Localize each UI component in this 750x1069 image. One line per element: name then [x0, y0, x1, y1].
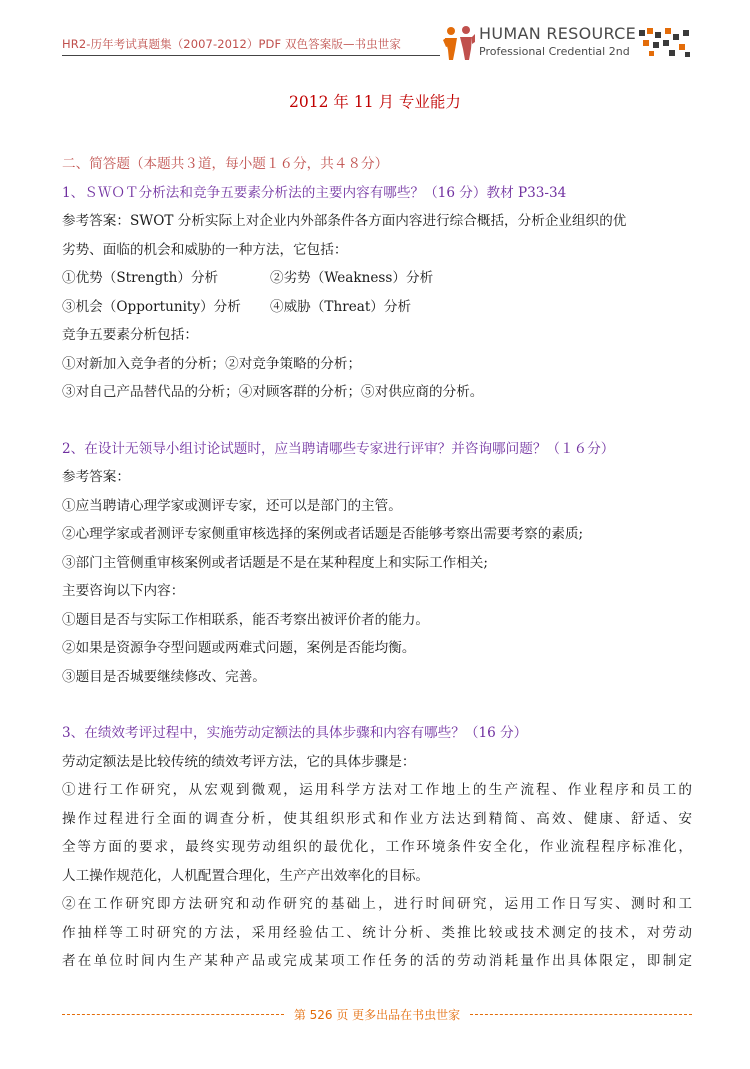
q3-step-line: 全等方面的要求，最终实现劳动组织的最优化，工作环境条件安全化，作业流程程序标准化，	[62, 839, 692, 855]
question-1: 1、ＳＷＯＴ分析法和竞争五要素分析法的主要内容有哪些？（16 分）教材 P33-34	[62, 184, 567, 201]
q3-step-line: 作抽样等工时研究的方法，采用经验估工、统计分析、类推比较或技术测定的技术，对劳动	[62, 924, 692, 941]
header-source-text: HR2-历年考试真题集（2007-2012）PDF 双色答案版—书虫世家	[62, 37, 401, 51]
footer-page-text: 第 526 页 更多出品在书虫世家	[293, 1007, 461, 1022]
q1-five-forces-intro: 竞争五要素分析包括：	[62, 327, 198, 343]
people-figures-icon	[443, 26, 475, 60]
q2-consult-line: ③题目是否城要继续修改、完善。	[62, 668, 266, 685]
q1-answer-line: 参考答案：SWOT 分析实际上对企业内外部条件各方面内容进行综合概括，分析企业组织的优	[62, 213, 627, 229]
q3-step-line: ①进行工作研究，从宏观到微观，运用科学方法对工作地上的生产流程、作业程序和员工的	[62, 782, 692, 798]
question-2: 2、在设计无领导小组讨论试题时，应当聘请哪些专家进行评审？并咨询哪问题？（１６分）	[62, 440, 615, 457]
footer-divider-right	[470, 1014, 692, 1015]
q3-step-line: ②在工作研究即方法研究和动作研究的基础上，进行时间研究，运用工作日写实、测时和工	[62, 896, 692, 912]
q2-answer-label: 参考答案：	[62, 469, 130, 485]
footer-divider-left	[62, 1014, 284, 1015]
q2-answer-line: ①应当聘请心理学家或测评专家，还可以是部门的主管。	[62, 497, 402, 514]
q3-step-line: 者在单位时间内生产某种产品或完成某项工作任务的活的劳动消耗量作出具体限定，即制定	[62, 953, 692, 969]
page-title: 2012 年 11 月 专业能力	[289, 93, 461, 111]
logo-subtitle: Professional Credential 2nd	[479, 45, 630, 58]
q1-swot-row	[62, 264, 692, 293]
human-resource-logo	[443, 22, 693, 66]
swot-strength: ①优势（Strength）分析	[62, 270, 219, 286]
q3-step-line: 操作过程进行全面的调查分析，使其组织形式和作业方法达到精简、高效、健康、舒适、安	[62, 810, 692, 827]
q1-five-forces-line: ③对自己产品替代品的分析；④对顾客群的分析；⑤对供应商的分析。	[62, 384, 484, 400]
q3-step-line: 人工操作规范化，人机配置合理化，生产产出效率化的目标。	[62, 867, 430, 884]
page-footer	[62, 1004, 692, 1024]
q2-answer-line: ③部门主管侧重审核案例或者话题是不是在某种程度上和实际工作相关;	[62, 554, 488, 571]
q1-answer-line: 劣势、面临的机会和威胁的一种方法，它包括：	[62, 241, 348, 258]
pixel-blocks-icon	[639, 28, 691, 58]
q1-swot-row	[62, 293, 692, 322]
q1-five-forces-line: ①对新加入竞争者的分析；②对竞争策略的分析；	[62, 355, 362, 372]
header-divider	[62, 55, 440, 56]
question-3: 3、在绩效考评过程中，实施劳动定额法的具体步骤和内容有哪些？（16 分）	[62, 725, 528, 741]
q2-consult-line: ②如果是资源争夺型问题或两难式问题，案例是否能均衡。	[62, 640, 416, 656]
logo-title: HUMAN RESOURCE	[479, 24, 637, 43]
q3-intro: 劳动定额法是比较传统的绩效考评方法，它的具体步骤是：	[62, 753, 416, 770]
section-heading: 二、简答题（本题共３道，每小题１６分，共４８分）	[62, 156, 389, 172]
document-body	[62, 150, 692, 976]
q2-consult-intro: 主要咨询以下内容：	[62, 583, 185, 599]
swot-opportunity: ③机会（Opportunity）分析	[62, 298, 241, 315]
swot-weakness: ②劣势（Weakness）分析	[270, 270, 434, 286]
q2-answer-line: ②心理学家或者测评专家侧重审核选择的案例或者话题是否能够考察出需要考察的素质;	[62, 526, 584, 542]
q2-consult-line: ①题目是否与实际工作相联系，能否考察出被评价者的能力。	[62, 611, 430, 628]
swot-threat: ④威胁（Threat）分析	[270, 298, 412, 315]
